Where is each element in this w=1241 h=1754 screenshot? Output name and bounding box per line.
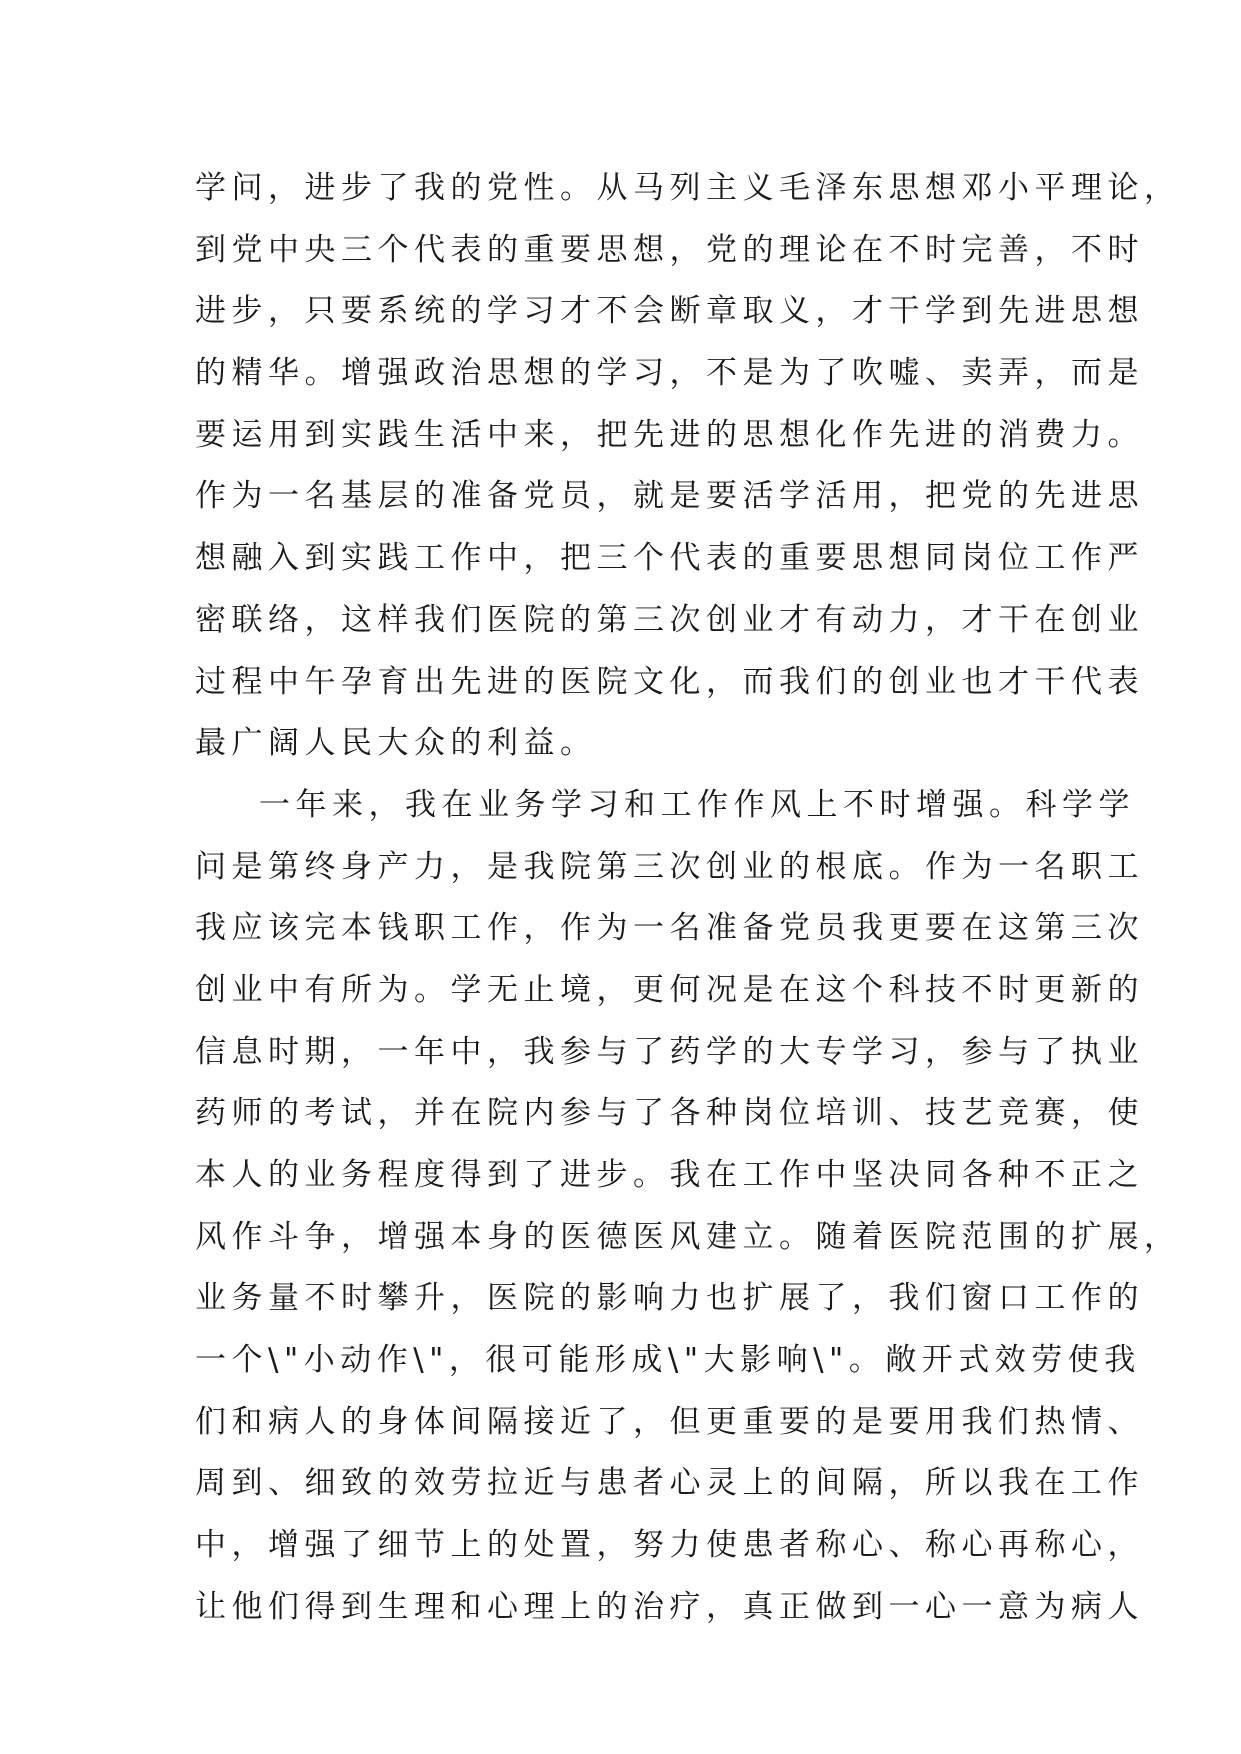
paragraph-first-line: 一年来，我在业务学习和工作作风上不时增强。科学学: [259, 786, 1135, 823]
text-line: 作为一名基层的准备党员，就是要活学活用，把党的先进思: [195, 478, 1144, 515]
text-line: 问是第终身产力，是我院第三次创业的根底。作为一名职工: [195, 848, 1144, 885]
text-line: 周到、细致的效劳拉近与患者心灵上的间隔，所以我在工作: [195, 1465, 1144, 1502]
text-line: 我应该完本钱职工作，作为一名准备党员我更要在这第三次: [195, 910, 1144, 947]
text-line: 最广阔人民大众的利益。: [195, 725, 597, 762]
text-line: 要运用到实践生活中来，把先进的思想化作先进的消费力。: [195, 416, 1144, 453]
body-text: [195, 158, 1181, 1639]
text-line: 们和病人的身体间隔接近了，但更重要的是要用我们热情、: [195, 1403, 1144, 1440]
text-line: 进步，只要系统的学习才不会断章取义，才干学到先进思想: [195, 293, 1144, 330]
text-line: 过程中午孕育出先进的医院文化，而我们的创业也才干代表: [195, 663, 1144, 700]
text-line: 本人的业务程度得到了进步。我在工作中坚决同各种不正之: [195, 1157, 1144, 1193]
text-line: 中，增强了细节上的处置，努力使患者称心、称心再称心，: [195, 1527, 1144, 1564]
text-line: 学问，进步了我的党性。从马列主义毛泽东思想邓小平理论，: [195, 170, 1181, 206]
text-line: 创业中有所为。学无止境，更何况是在这个科技不时更新的: [195, 971, 1144, 1008]
text-line: 信息时期，一年中，我参与了药学的大专学习，参与了执业: [195, 1033, 1144, 1070]
text-line: 密联络，这样我们医院的第三次创业才有动力，才干在创业: [195, 601, 1144, 638]
text-line: 让他们得到生理和心理上的治疗，真正做到一心一意为病人: [195, 1588, 1144, 1625]
text-line: 到党中央三个代表的重要思想，党的理论在不时完善，不时: [195, 231, 1144, 268]
text-line: 业务量不时攀升，医院的影响力也扩展了，我们窗口工作的: [195, 1280, 1144, 1317]
text-line: 想融入到实践工作中，把三个代表的重要思想同岗位工作严: [195, 540, 1144, 577]
text-line: 一个\"小动作\"，很可能形成\"大影响\"。敞开式效劳使我: [195, 1342, 1141, 1379]
text-line: 药师的考试，并在院内参与了各种岗位培训、技艺竞赛，使: [195, 1095, 1144, 1132]
text-line: 的精华。增强政治思想的学习，不是为了吹嘘、卖弄，而是: [195, 355, 1144, 392]
text-line: 风作斗争，增强本身的医德医风建立。随着医院范围的扩展，: [195, 1218, 1181, 1255]
